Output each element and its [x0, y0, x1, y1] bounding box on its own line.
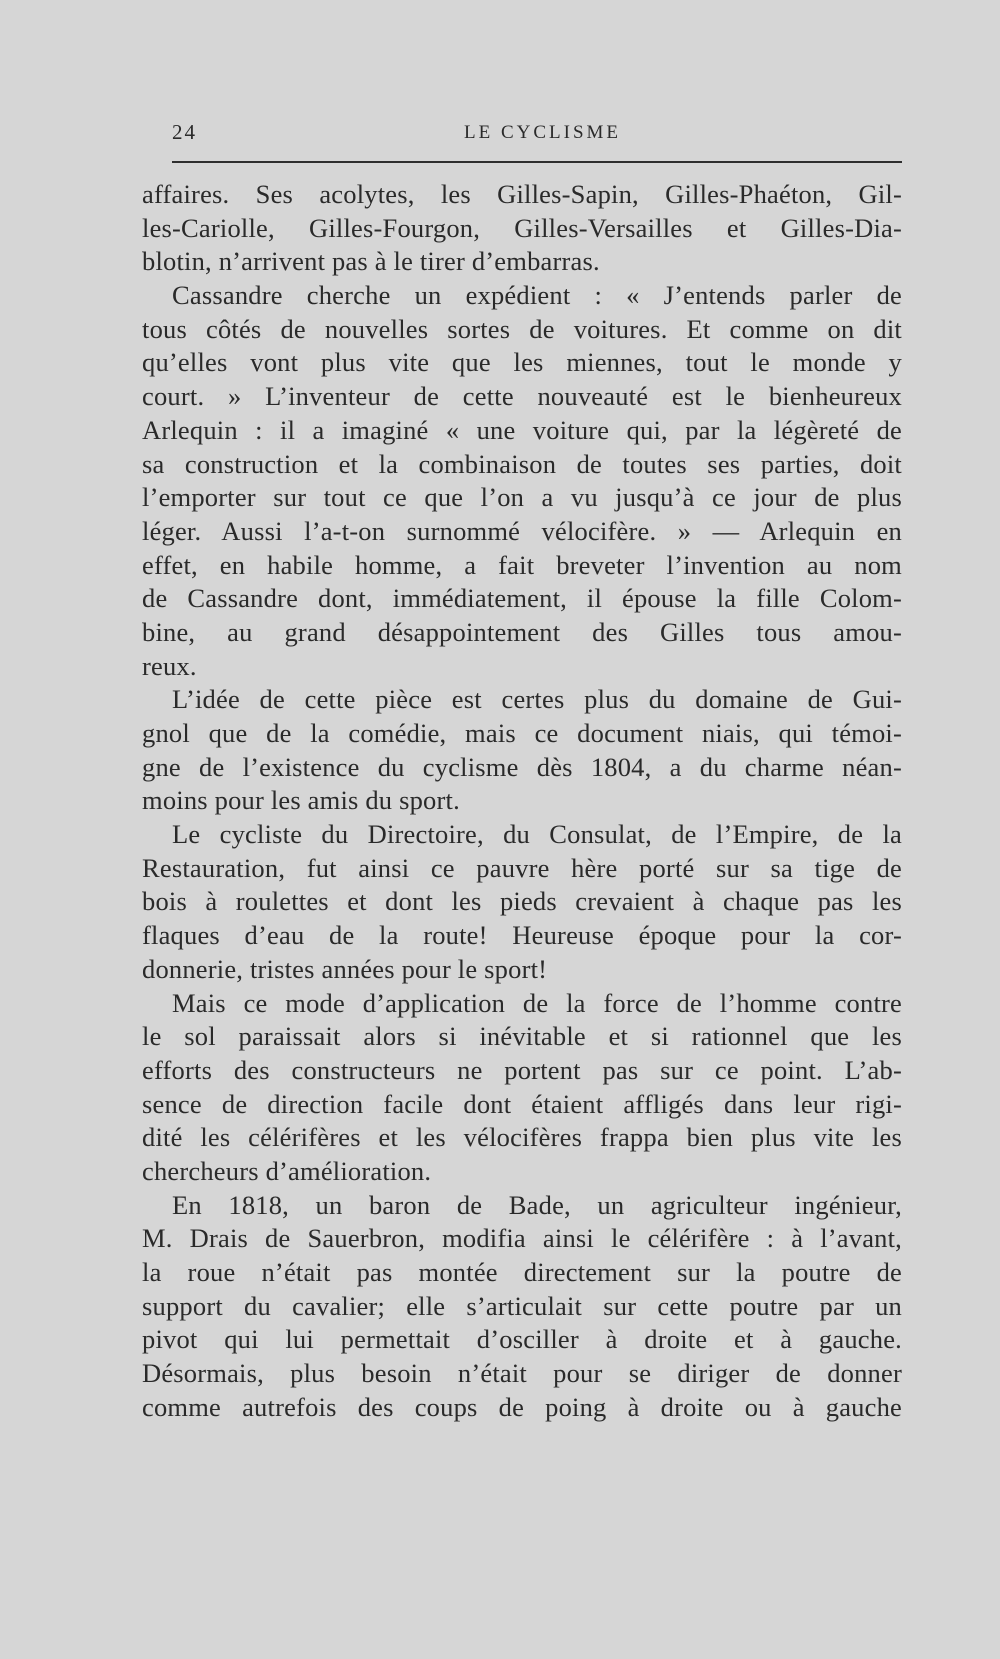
text-line: chercheurs d’amélioration.: [142, 1155, 432, 1186]
text-line: Restauration, fut ainsi ce pauvre hère porté sur sa tige de: [142, 852, 902, 883]
text-line: affaires. Ses acolytes, les Gilles-Sapin, Gilles-Phaéton, Gil-: [142, 179, 902, 209]
page-number: 24: [172, 120, 197, 144]
text-line: Le cycliste du Directoire, du Consulat, de l’Empire, de la: [172, 819, 902, 850]
page-header: [172, 120, 902, 150]
text-line: M. Drais de Sauerbron, modifia ainsi le célérifère : à l’avant,: [142, 1223, 902, 1254]
text-line: effet, en habile homme, a fait breveter l’invention au nom: [142, 549, 902, 580]
text-line: dité les célérifères et les vélocifères frappa bien plus vite les: [142, 1122, 902, 1153]
text-line: flaques d’eau de la route! Heureuse époque pour la cor-: [142, 920, 902, 951]
text-line: léger. Aussi l’a-t-on surnommé vélocifère. » — Arlequin en: [142, 515, 902, 546]
running-title: LE CYCLISME: [464, 122, 622, 143]
text-line: de Cassandre dont, immédiatement, il épouse la fille Colom-: [142, 583, 902, 614]
text-line: le sol paraissait alors si inévitable et si rationnel que les: [142, 1021, 902, 1052]
text-line: court. » L’inventeur de cette nouveauté est le bienheureux: [142, 381, 902, 412]
text-line: Arlequin : il a imaginé « une voiture qui, par la légèreté de: [142, 414, 902, 445]
text-line: bois à roulettes et dont les pieds crevaient à chaque pas les: [142, 886, 902, 917]
text-line: qu’elles vont plus vite que les miennes, tout le monde y: [142, 347, 902, 378]
text-line: En 1818, un baron de Bade, un agriculteur ingénieur,: [172, 1189, 902, 1220]
text-line: Cassandre cherche un expédient : « J’entends parler de: [172, 280, 902, 311]
text-line: gne de l’existence du cyclisme dès 1804, a du charme néan-: [142, 751, 902, 782]
body-text: [142, 178, 902, 1424]
text-line: moins pour les amis du sport.: [142, 785, 460, 816]
text-line: support du cavalier; elle s’articulait sur cette poutre par un: [142, 1290, 902, 1321]
text-line: L’idée de cette pièce est certes plus du domaine de Gui-: [172, 684, 902, 715]
text-line: Désormais, plus besoin n’était pour se diriger de donner: [142, 1358, 902, 1389]
text-line: sence de direction facile dont étaient affligés dans leur rigi-: [142, 1088, 902, 1119]
text-line: les-Cariolle, Gilles-Fourgon, Gilles-Versailles et Gilles-Dia-: [142, 212, 902, 243]
text-line: bine, au grand désappointement des Gilles tous amou-: [142, 616, 902, 647]
text-line: pivot qui lui permettait d’osciller à droite et à gauche.: [142, 1324, 902, 1355]
text-line: gnol que de la comédie, mais ce document niais, qui témoi-: [142, 718, 902, 748]
text-line: sa construction et la combinaison de toutes ses parties, doit: [142, 448, 902, 479]
text-line: donnerie, tristes années pour le sport!: [142, 953, 548, 984]
text-line: l’emporter sur tout ce que l’on a vu jusqu’à ce jour de plus: [142, 482, 902, 513]
text-line: comme autrefois des coups de poing à droite ou à gauche: [142, 1391, 902, 1422]
text-line: la roue n’était pas montée directement sur la poutre de: [142, 1257, 902, 1287]
text-line: blotin, n’arrivent pas à le tirer d’embarras.: [142, 246, 600, 277]
text-line: tous côtés de nouvelles sortes de voitures. Et comme on dit: [142, 313, 902, 344]
header-rule: [172, 161, 902, 163]
text-line: Mais ce mode d’application de la force de l’homme contre: [172, 987, 902, 1018]
text-line: efforts des constructeurs ne portent pas sur ce point. L’ab-: [142, 1054, 902, 1085]
text-line: reux.: [142, 650, 197, 681]
